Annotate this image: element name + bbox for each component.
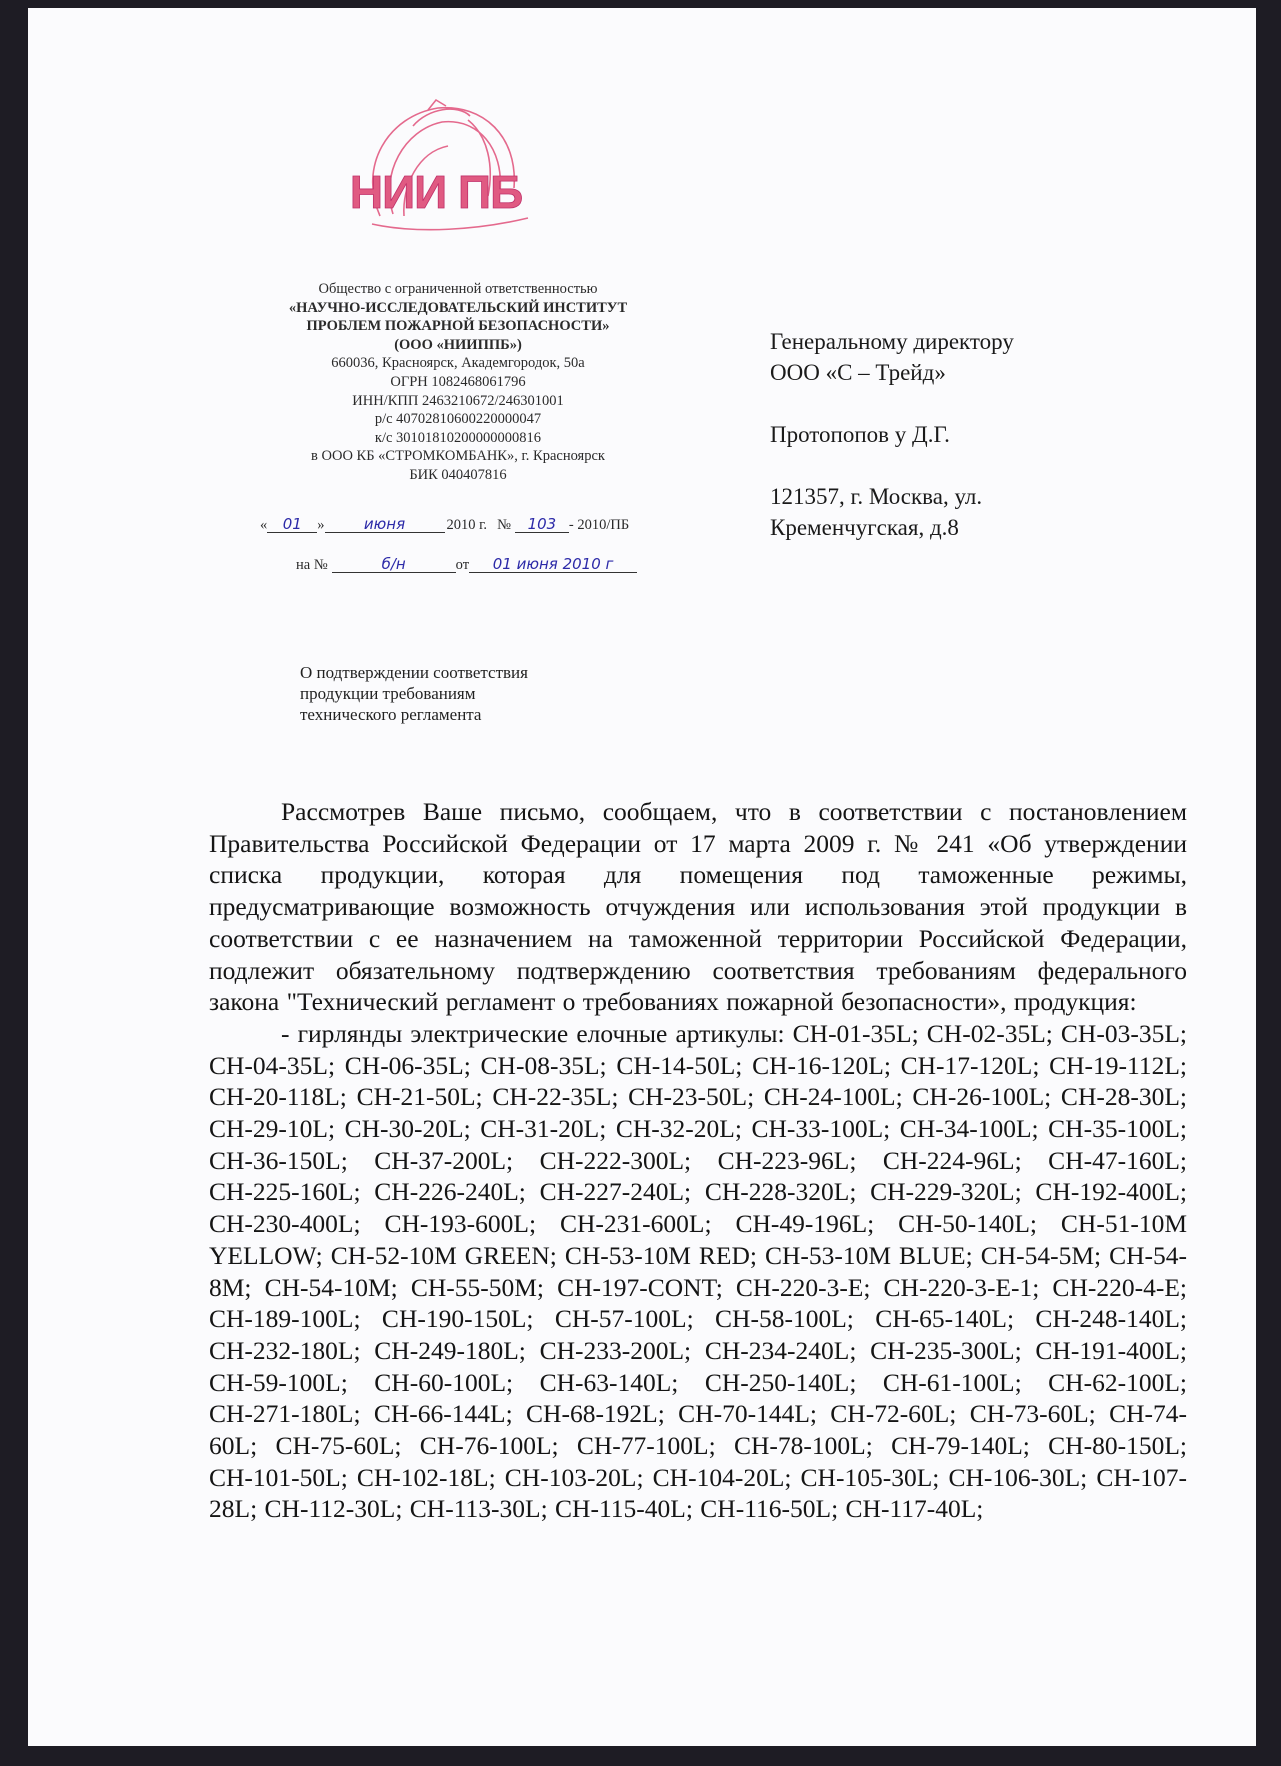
org-rs: р/с 40702810600220000047	[374, 411, 542, 428]
org-ks: к/с 30101810200000000816	[374, 429, 542, 446]
org-inn: ИНН/КПП 2463210672/246301001	[352, 392, 564, 409]
addressee-company: ООО «С – Трейд»	[770, 360, 946, 385]
addressee-name: Протопопов у Д.Г.	[770, 422, 950, 447]
org-bank: в ООО КБ «СТРОМКОМБАНК», г. Красноярск	[311, 448, 605, 465]
org-short-name: (ООО «НИИППБ»)	[394, 336, 522, 353]
subject-block: О подтверждении соответствия продукции требованиям технического регламента	[300, 663, 528, 724]
institute-logo	[318, 96, 558, 266]
ref-number: б/н	[332, 556, 456, 573]
org-type: Общество с ограниченной ответственностью	[318, 281, 598, 297]
reference-line: на № б/н от 01 июня 2010 г	[296, 556, 637, 574]
addressee-title: Генеральному директору	[770, 329, 1014, 354]
date-month: июня	[325, 516, 445, 533]
ref-date: 01 июня 2010 г	[469, 556, 637, 573]
addressee-block	[770, 326, 1130, 543]
doc-number: 103	[515, 516, 569, 533]
body-paragraph-products: - гирлянды электрические елочные артикулы: СН-01-35L; СН-02-35L; СН-03-35L; СН-04-35L; СН-06-35L; СН-08-35L; СН-14-50L; СН-16-120L; СН-17-120L; СН-19-112L; СН-20-118L; СН-21-50L; СН-22-35L; СН-23-50L; СН-24-100L; СН-26-100L; СН-28-30L; СН-29-10L; СН-30-20L; СН-31-20L; СН-32-20L; СН-33-100L; СН-34-100L; СН-35-100L; СН-36-150L; СН-37-200L; СН-222-300L; СН-223-96L; СН-224-96L; СН-47-160L; СН-225-160L; СН-226-240L; СН-227-240L; СН-228-320L; СН-229-320L; СН-192-400L; СН-230-400L; СН-193-600L; СН-231-600L; СН-49-196L; СН-50-140L; СН-51-10М YELLOW; СН-52-10М GREEN; СН-53-10М RED; СН-53-10М BLUE; СН-54-5М; СН-54-8М; СН-54-10М; СН-55-50М; СН-197-CONT; СН-220-3-Е; СН-220-3-Е-1; СН-220-4-Е; СН-189-100L; СН-190-150L; СН-57-100L; СН-58-100L; СН-65-140L; СН-248-140L; СН-232-180L; СН-249-180L; СН-233-200L; СН-234-240L; СН-235-300L; СН-191-400L; СН-59-100L; СН-60-100L; СН-63-140L; СН-250-140L; СН-61-100L; СН-62-100L; СН-271-180L; СН-66-144L; СН-68-192L; СН-70-144L; СН-72-60L; СН-73-60L; СН-74-60L; СН-75-60L; СН-76-100L; СН-77-100L; СН-78-100L; СН-79-140L; СН-80-150L; СН-101-50L; СН-102-18L; СН-103-20L; СН-104-20L; СН-105-30L; СН-106-30L; СН-107-28L; СН-112-30L; СН-113-30L; СН-115-40L; СН-116-50L; СН-117-40L;	[209, 1018, 1187, 1524]
letter-body	[209, 796, 1187, 1525]
addressee-address-line1: 121357, г. Москва, ул.	[770, 484, 983, 509]
org-name-line2: ПРОБЛЕМ ПОЖАРНОЙ БЕЗОПАСНОСТИ»	[306, 318, 610, 335]
body-paragraph-intro: Рассмотрев Ваше письмо, сообщаем, что в соответствии с постановлением Правительства Российской Федерации от 17 марта 2009 г. № 241 «Об утверждении списка продукции, которая для помещения под таможенные режимы, предусматривающие возможность отчуждения или использования этой продукции в соответствии с ее назначением на таможенной территории Российской Федерации, подлежит обязательному подтверждению соответствия требованиям федерального закона "Технический регламент о требованиях пожарной безопасности», продукция:	[209, 797, 1187, 1017]
org-ogrn: ОГРН 1082468061796	[390, 373, 526, 390]
organization-block	[248, 280, 668, 485]
date-year: 2010 г.	[446, 517, 488, 533]
org-bik: БИК 040407816	[409, 466, 507, 483]
date-day: 01	[267, 516, 317, 533]
doc-number-suffix: - 2010/ПБ	[568, 517, 630, 533]
org-address: 660036, Красноярск, Академгородок, 50а	[331, 355, 585, 372]
addressee-address-line2: Кременчугская, д.8	[770, 515, 959, 540]
letter-page	[28, 8, 1256, 1746]
org-name-line1: «НАУЧНО-ИССЛЕДОВАТЕЛЬСКИЙ ИНСТИТУТ	[288, 299, 628, 316]
helmet-logo-icon	[318, 96, 558, 266]
date-line: « 01 » июня 2010 г. № 103 - 2010/ПБ	[260, 515, 630, 533]
logo-text: НИИ ПБ	[349, 166, 523, 218]
